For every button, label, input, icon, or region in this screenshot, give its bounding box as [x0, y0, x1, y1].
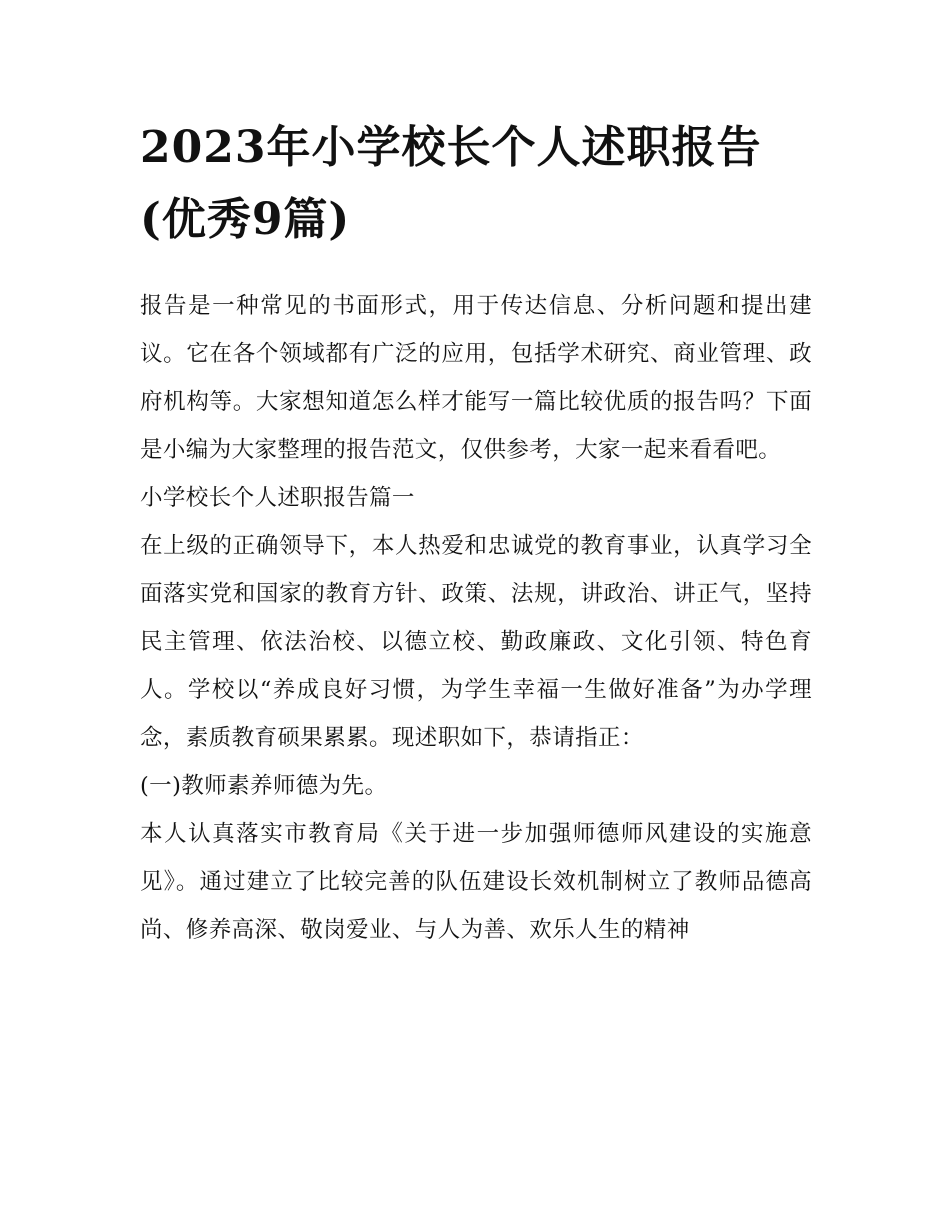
document-page — [140, 112, 812, 954]
body-paragraph: 本人认真落实市教育局《关于进一步加强师德师风建设的实施意见》。通过建立了比较完善的队伍建设长效机制树立了教师品德高尚、修养高深、敬岗爱业、与人为善、欢乐人生的精神 — [140, 821, 812, 943]
intro-paragraph: 报告是一种常见的书面形式，用于传达信息、分析问题和提出建议。它在各个领域都有广泛的应用，包括学术研究、商业管理、政府机构等。大家想知道怎么样才能写一篇比较优质的报告吗？下面是小编为大家整理的报告范文，仅供参考，大家一起来看看吧。 — [140, 293, 812, 463]
title-line-2: (优秀9篇) — [140, 194, 351, 245]
body-paragraph: 在上级的正确领导下，本人热爱和忠诚党的教育事业，认真学习全面落实党和国家的教育方针、政策、法规，讲政治、讲正气，坚持民主管理、依法治校、以德立校、勤政廉政、文化引领、特色育人。学校以“养成良好习惯，为学生幸福一生做好准备”为办学理念，素质教育硕果累累。现述职如下，恭请指正： — [140, 533, 812, 751]
subsection-heading: (一)教师素养师德为先。 — [140, 773, 388, 799]
title-line-1: 2023年小学校长个人述职报告 — [140, 122, 762, 173]
document-title — [140, 112, 812, 256]
section-heading: 小学校长个人述职报告篇一 — [140, 485, 415, 511]
document-body — [140, 282, 812, 954]
